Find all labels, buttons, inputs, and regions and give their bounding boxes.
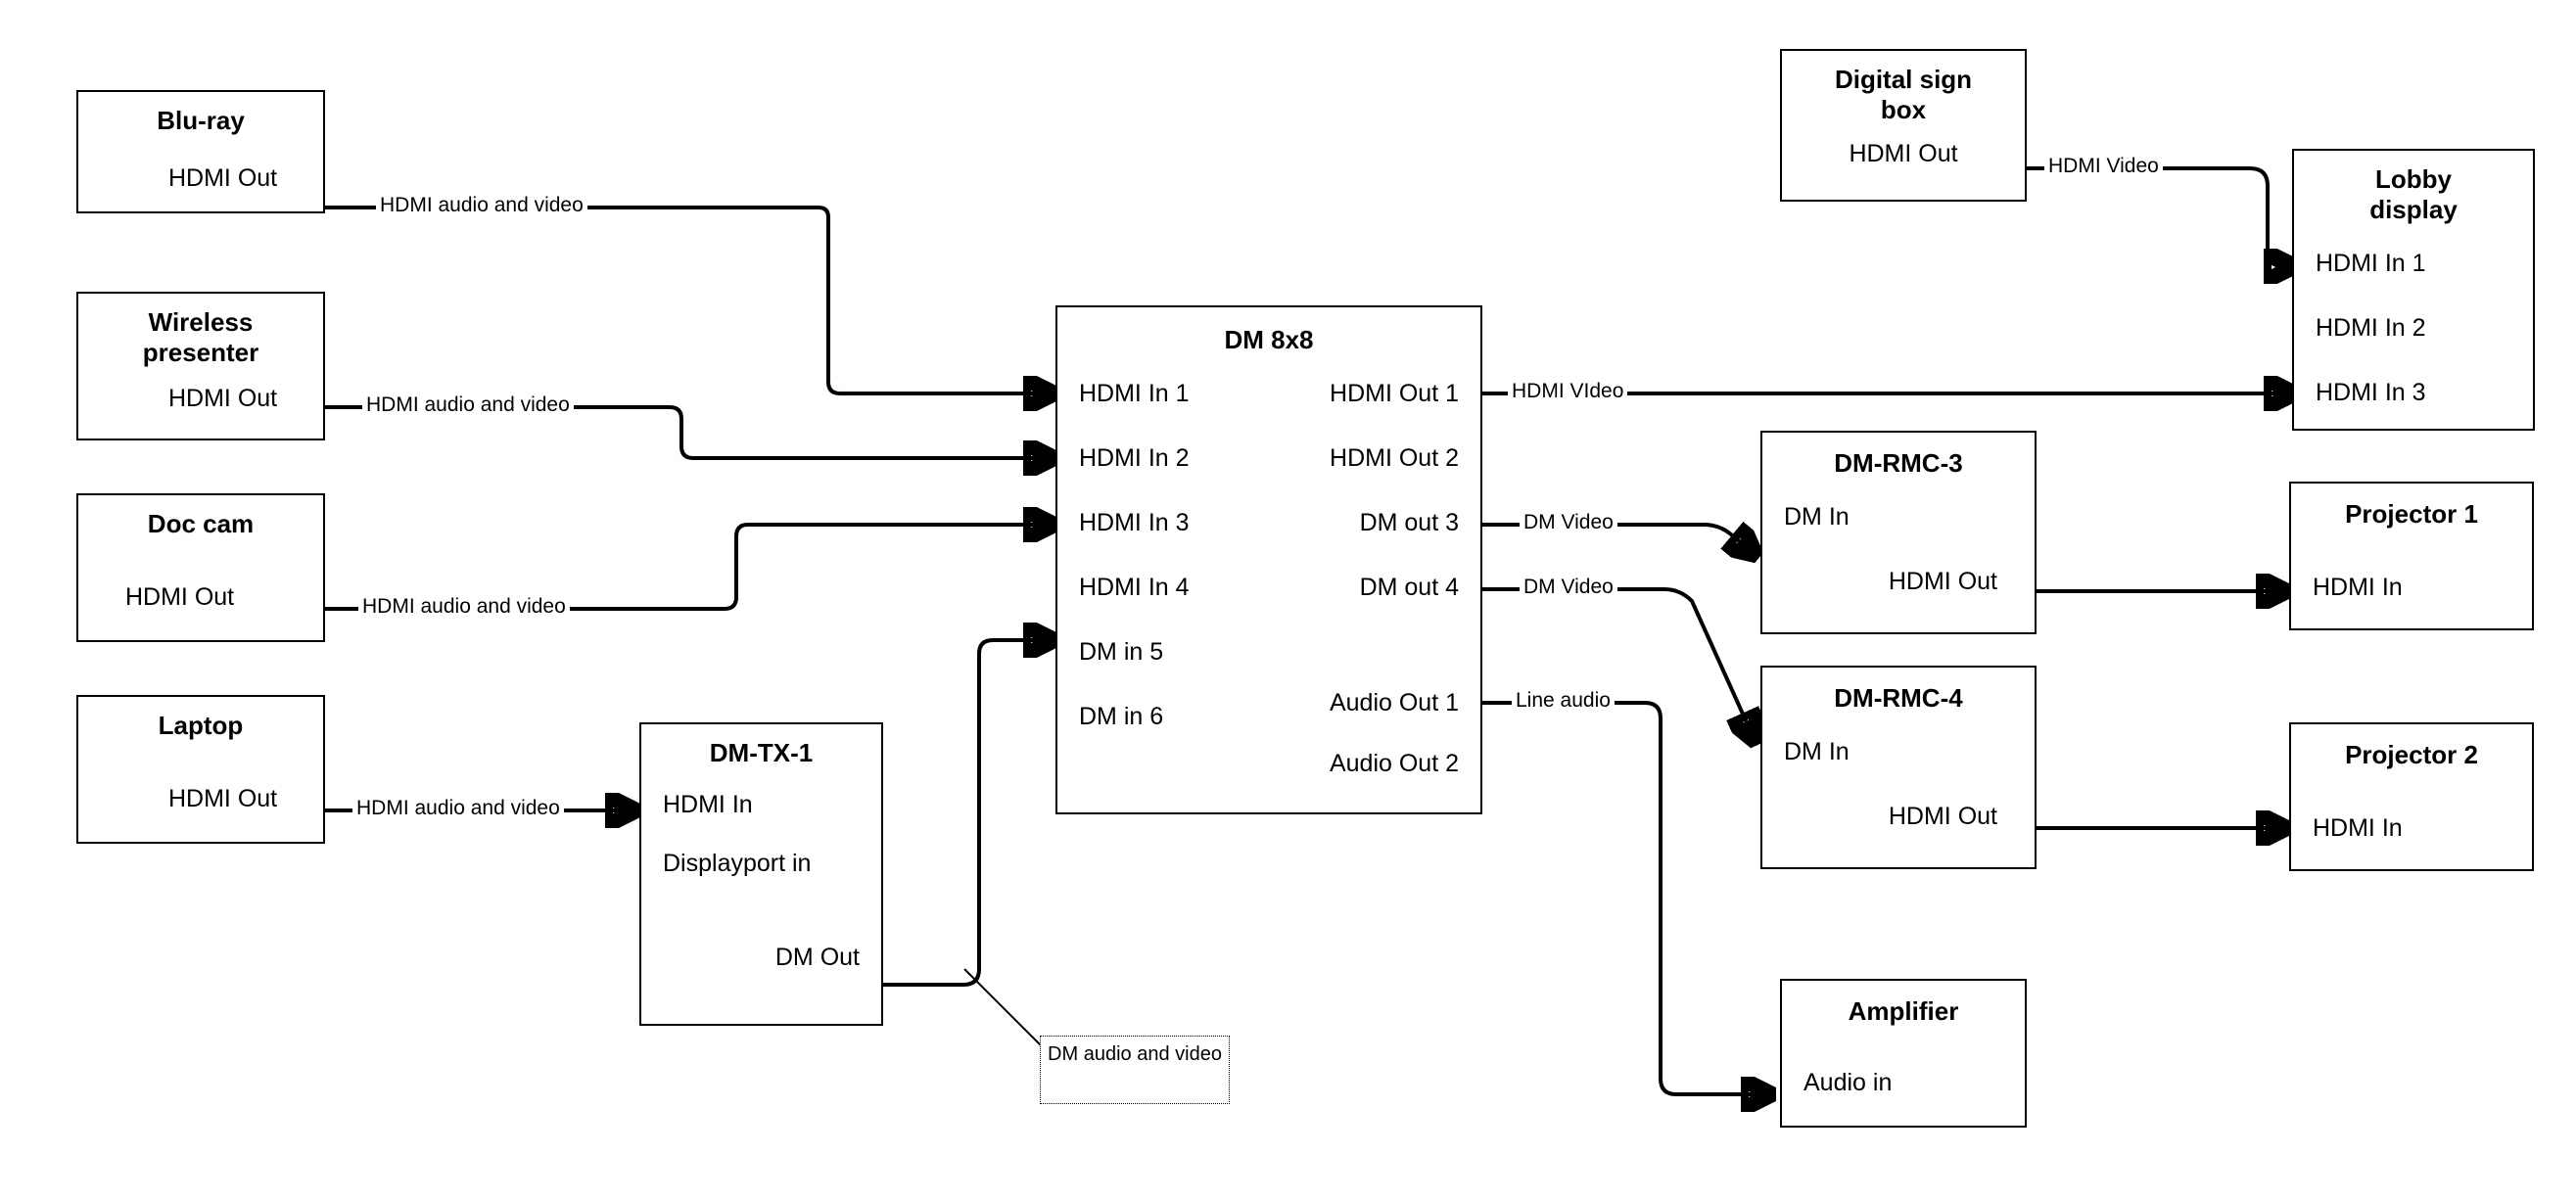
node-lobby-display-port-hdmi-in-3: HDMI In 3 <box>2316 379 2426 407</box>
node-lobby-display-port-hdmi-in-2: HDMI In 2 <box>2316 314 2426 343</box>
node-dm-8x8-port-audio-out-2: Audio Out 2 <box>1329 750 1459 778</box>
node-projector-2-title: Projector 2 <box>2345 740 2478 769</box>
node-dm-rmc-4-port-dm-in: DM In <box>1784 738 1850 766</box>
edge-label-dmout3-to-rmc3: DM Video <box>1520 510 1617 535</box>
node-dm-rmc-3-port-dm-in: DM In <box>1784 503 1850 531</box>
node-lobby-display-port-hdmi-in-1: HDMI In 1 <box>2316 250 2426 278</box>
node-digital-sign-box-port-hdmi-out: HDMI Out <box>1849 140 1958 168</box>
node-amplifier[interactable] <box>1780 979 2027 1128</box>
node-wireless-presenter-title: Wireless presenter <box>142 307 259 368</box>
node-bluray-port-hdmi-out: HDMI Out <box>168 164 278 193</box>
node-laptop[interactable] <box>76 695 325 844</box>
edge-label-audioout1-to-amp: Line audio <box>1512 688 1615 714</box>
node-doc-cam[interactable] <box>76 493 325 642</box>
node-dm-8x8[interactable] <box>1055 305 1482 814</box>
node-projector-2[interactable] <box>2289 722 2534 871</box>
node-dm-rmc-3-title: DM-RMC-3 <box>1834 448 1963 478</box>
node-amplifier-port-audio-in: Audio in <box>1803 1069 1893 1097</box>
edge-label-laptop-to-tx: HDMI audio and video <box>352 796 564 821</box>
node-doc-cam-title: Doc cam <box>147 509 255 538</box>
node-wireless-presenter-port-hdmi-out: HDMI Out <box>168 385 278 413</box>
node-dm-8x8-port-dm-in-5: DM in 5 <box>1079 638 1164 667</box>
node-dm-8x8-port-hdmi-in-2: HDMI In 2 <box>1079 444 1190 473</box>
edge-label-sign-to-lobby: HDMI Video <box>2044 154 2163 179</box>
node-dm-tx-1-port-displayport-in: Displayport in <box>663 850 812 878</box>
node-dm-8x8-port-spacer <box>1214 637 1459 688</box>
edge-label-doccam-to-dm: HDMI audio and video <box>358 594 570 620</box>
node-dm-8x8-port-hdmi-in-4: HDMI In 4 <box>1079 574 1190 602</box>
node-dm-8x8-port-audio-out-1: Audio Out 1 <box>1329 689 1459 717</box>
node-doc-cam-port-hdmi-out: HDMI Out <box>125 583 235 612</box>
node-dm-8x8-port-dm-out-3: DM out 3 <box>1359 509 1459 537</box>
node-lobby-display[interactable] <box>2292 149 2535 431</box>
node-bluray-title: Blu-ray <box>157 106 245 135</box>
node-projector-1[interactable] <box>2289 482 2534 630</box>
node-dm-rmc-3-port-hdmi-out: HDMI Out <box>1888 568 1997 596</box>
node-projector-2-port-hdmi-in: HDMI In <box>2313 814 2403 843</box>
node-laptop-port-hdmi-out: HDMI Out <box>168 785 278 813</box>
node-dm-8x8-port-hdmi-out-2: HDMI Out 2 <box>1330 444 1459 473</box>
node-dm-8x8-port-hdmi-out-1: HDMI Out 1 <box>1330 380 1459 408</box>
note-dm-audio-and-video: DM audio and video <box>1040 1036 1230 1104</box>
node-dm-tx-1-title: DM-TX-1 <box>709 738 814 767</box>
node-lobby-display-title: Lobby display <box>2369 164 2458 225</box>
node-dm-8x8-port-dm-out-4: DM out 4 <box>1359 574 1459 602</box>
node-wireless-presenter[interactable] <box>76 292 325 440</box>
edge-label-bluray-to-dm: HDMI audio and video <box>376 193 587 218</box>
node-dm-rmc-4-title: DM-RMC-4 <box>1834 683 1963 713</box>
node-amplifier-title: Amplifier <box>1848 996 1959 1026</box>
node-dm-8x8-port-hdmi-in-1: HDMI In 1 <box>1079 380 1190 408</box>
node-bluray[interactable] <box>76 90 325 213</box>
node-dm-8x8-port-hdmi-in-3: HDMI In 3 <box>1079 509 1190 537</box>
node-dm-tx-1-port-dm-out: DM Out <box>774 944 860 972</box>
node-projector-1-port-hdmi-in: HDMI In <box>2313 574 2403 602</box>
edge-label-dmout4-to-rmc4: DM Video <box>1520 575 1617 600</box>
node-dm-rmc-4[interactable] <box>1760 666 2037 869</box>
edge-label-dmout1-to-lobby: HDMI VIdeo <box>1508 379 1627 404</box>
node-dm-rmc-3[interactable] <box>1760 431 2037 634</box>
edge-label-wireless-to-dm: HDMI audio and video <box>362 393 574 418</box>
node-dm-8x8-title: DM 8x8 <box>1224 325 1314 354</box>
node-dm-tx-1[interactable] <box>639 722 883 1026</box>
node-projector-1-title: Projector 1 <box>2345 499 2478 529</box>
node-dm-rmc-4-port-hdmi-out: HDMI Out <box>1888 803 1997 831</box>
node-laptop-title: Laptop <box>158 711 244 740</box>
node-digital-sign-box-title: Digital sign box <box>1834 65 1973 125</box>
node-dm-8x8-port-dm-in-6: DM in 6 <box>1079 703 1164 731</box>
node-digital-sign-box[interactable] <box>1780 49 2027 202</box>
node-dm-tx-1-port-hdmi-in: HDMI In <box>663 791 753 819</box>
